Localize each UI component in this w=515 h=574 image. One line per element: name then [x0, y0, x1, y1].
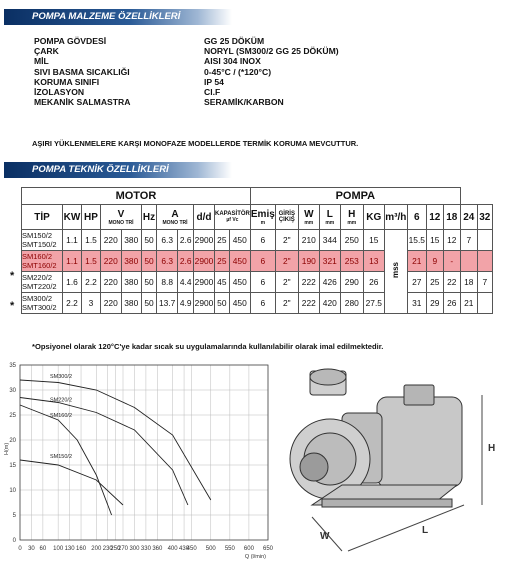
spec-cell-a1: 13.7	[157, 293, 178, 314]
spec-row	[22, 272, 493, 293]
spec-header-cell	[407, 205, 426, 230]
mss-label: mss	[391, 262, 401, 279]
spec-cell-v1: 220	[101, 272, 122, 293]
optional-note: *Opsiyonel olarak 120°C'ye kadar sıcak su uygulamalarında kullanılabilir olarak imal edilmektedir.	[32, 342, 384, 351]
spec-cell-c2: 450	[229, 251, 250, 272]
spec-cell-a1: 8.8	[157, 272, 178, 293]
spec-cell-kw: 2.2	[63, 293, 82, 314]
x-tick-label: 60	[39, 546, 47, 552]
series-line	[20, 405, 112, 515]
spec-cell-hz: 50	[142, 230, 157, 251]
material-key: SIVI BASMA SICAKLIĞI	[34, 66, 130, 77]
spec-header-label: W	[304, 208, 314, 220]
spec-cell-kw: 1.1	[63, 251, 82, 272]
spec-cell-tip: SM160/2 SMT160/2	[22, 251, 63, 272]
spec-header-label: A	[171, 208, 179, 220]
x-tick-label: 30	[28, 546, 35, 552]
spec-header-cell	[319, 205, 340, 230]
spec-cell-c1: 45	[215, 272, 230, 293]
spec-cell-gc: 2"	[275, 230, 298, 251]
x-tick-label: 300	[129, 546, 140, 552]
spec-cell-l: 420	[319, 293, 340, 314]
spec-header-cell	[477, 205, 492, 230]
spec-cell-q	[477, 230, 492, 251]
material-key: KORUMA SINIFI	[34, 76, 100, 87]
material-value: GG 25 DÖKÜM	[204, 36, 265, 46]
material-row	[34, 67, 464, 77]
spec-cell-hp: 1.5	[82, 251, 101, 272]
motor-header: MOTOR	[22, 188, 251, 205]
spec-header-cell	[194, 205, 215, 230]
spec-cell-l: 426	[319, 272, 340, 293]
y-tick-label: 20	[9, 438, 16, 444]
x-tick-label: 600	[243, 546, 254, 552]
spec-header-label: Hz	[142, 211, 156, 223]
x-tick-label: 200	[91, 546, 102, 552]
spec-cell-dd: 2900	[194, 293, 215, 314]
spec-header-cell	[363, 205, 384, 230]
material-row	[34, 36, 464, 46]
spec-cell-a1: 6.3	[157, 251, 178, 272]
pump-drawing	[282, 355, 512, 570]
x-tick-label: 270	[118, 546, 129, 552]
spec-header-cell	[157, 205, 194, 230]
x-tick-label: 550	[224, 546, 235, 552]
spec-cell-v2: 380	[121, 272, 142, 293]
spec-cell-hz: 50	[142, 272, 157, 293]
spec-cell-q: 12	[443, 230, 460, 251]
spec-cell-kw: 1.1	[63, 230, 82, 251]
material-value: 0-45°C / (*120°C)	[204, 66, 272, 77]
spec-cell-v1: 220	[101, 293, 122, 314]
spec-cell-emis: 6	[250, 293, 275, 314]
pompa-header: POMPA	[250, 188, 460, 205]
spec-cell-h: 250	[340, 230, 363, 251]
spec-header-cell	[22, 205, 63, 230]
series-line	[20, 398, 188, 506]
spec-header-cell	[340, 205, 363, 230]
spec-cell-gc: 2"	[275, 251, 298, 272]
spec-cell-tip: SM150/2 SMT150/2	[22, 230, 63, 251]
spec-cell-c1: 50	[215, 293, 230, 314]
spec-cell-h: 290	[340, 272, 363, 293]
spec-cell-c1: 25	[215, 230, 230, 251]
spec-header-label: V	[117, 208, 125, 220]
thermal-note: AŞIRI YÜKLENMELERE KARŞI MONOFAZE MODELLERDE TERMİK KORUMA MEVCUTTUR.	[32, 139, 359, 148]
x-tick-label: 500	[205, 546, 216, 552]
y-tick-label: 25	[9, 413, 16, 419]
spec-header-label: 18	[446, 211, 458, 223]
spec-cell-q	[460, 251, 477, 272]
spec-cell-dd: 2900	[194, 272, 215, 293]
spec-cell-q	[477, 251, 492, 272]
material-row	[34, 97, 464, 107]
material-key: MİL	[34, 56, 49, 67]
spec-cell-a2: 2.6	[178, 230, 194, 251]
spec-header-label: m³/h	[385, 211, 407, 223]
spec-cell-c2: 450	[229, 293, 250, 314]
material-key: POMPA GÖVDESİ	[34, 36, 107, 46]
spec-row	[22, 251, 493, 272]
spec-cell-a2: 2.6	[178, 251, 194, 272]
spec-header-cell	[142, 205, 157, 230]
spec-header-cell	[460, 205, 477, 230]
spec-cell-dd: 2900	[194, 230, 215, 251]
spec-cell-q: 21	[407, 251, 426, 272]
spec-subheader: MONO TRİ	[162, 219, 188, 226]
y-axis-label: H(m)	[4, 442, 10, 455]
y-tick-label: 30	[9, 388, 16, 394]
spec-cell-w: 210	[298, 230, 319, 251]
spec-subheader: mm	[304, 219, 314, 226]
spec-cell-emis: 6	[250, 251, 275, 272]
spec-cell-w: 222	[298, 272, 319, 293]
spec-header-cell	[82, 205, 101, 230]
spec-header-label: TİP	[34, 211, 50, 223]
mss-cell	[384, 230, 407, 314]
spec-cell-v2: 380	[121, 230, 142, 251]
spec-cell-v1: 220	[101, 251, 122, 272]
material-row	[34, 46, 464, 56]
spec-cell-hp: 1.5	[82, 230, 101, 251]
spec-cell-hp: 2.2	[82, 272, 101, 293]
spec-cell-kg: 27.5	[363, 293, 384, 314]
spec-cell-c2: 450	[229, 230, 250, 251]
spec-cell-q: 15.5	[407, 230, 426, 251]
spec-header-label: 24	[463, 211, 475, 223]
spec-subheader: m	[260, 219, 266, 226]
spec-cell-q: 29	[426, 293, 443, 314]
spec-cell-w: 190	[298, 251, 319, 272]
material-value: SERAMİK/KARBON	[204, 97, 284, 108]
spec-cell-tip: SM300/2 SMT300/2	[22, 293, 63, 314]
spec-cell-q: 18	[460, 272, 477, 293]
asterisk-2: *	[10, 300, 15, 312]
material-value: Cl.F	[204, 87, 221, 98]
spec-header-cell	[443, 205, 460, 230]
series-label: SM220/2	[50, 397, 73, 404]
spec-row	[22, 230, 493, 251]
x-tick-label: 400	[167, 546, 178, 552]
spec-header-label: H	[348, 208, 356, 220]
y-tick-label: 35	[9, 363, 16, 369]
spec-cell-q	[477, 293, 492, 314]
dim-h: H	[488, 443, 496, 454]
material-value: AISI 304 INOX	[204, 56, 261, 67]
spec-cell-emis: 6	[250, 230, 275, 251]
y-tick-label: 5	[12, 513, 16, 519]
x-tick-label: 330	[140, 546, 151, 552]
spec-cell-v1: 220	[101, 230, 122, 251]
spec-header-label: 32	[479, 211, 491, 223]
spec-header-label: Emiş	[250, 208, 275, 220]
spec-cell-emis: 6	[250, 272, 275, 293]
spec-header-cell	[298, 205, 319, 230]
x-tick-label: 0	[18, 546, 22, 552]
spec-cell-c1: 25	[215, 251, 230, 272]
spec-header-cell	[384, 205, 407, 230]
x-tick-label: 360	[152, 546, 163, 552]
spec-header-cell	[426, 205, 443, 230]
spec-cell-kg: 26	[363, 272, 384, 293]
x-tick-label: 130	[64, 546, 75, 552]
material-banner	[4, 9, 232, 25]
spec-header-label: 6	[414, 211, 420, 223]
x-tick-label: 250	[110, 546, 121, 552]
spec-cell-q: 27	[407, 272, 426, 293]
asterisk-1: *	[10, 270, 15, 282]
spec-header-cell	[63, 205, 82, 230]
spec-cell-q: 21	[460, 293, 477, 314]
spec-header-label: L	[326, 208, 333, 220]
tech-banner	[4, 162, 232, 178]
y-tick-label: 0	[12, 538, 16, 544]
spec-header-cell	[250, 205, 275, 230]
material-value: IP 54	[204, 76, 224, 87]
tech-title: POMPA TEKNİK ÖZELLİKLERİ	[32, 164, 169, 175]
dim-l: L	[422, 525, 429, 536]
spec-table	[21, 187, 493, 314]
spec-header-cell	[101, 205, 142, 230]
spec-cell-a1: 6.3	[157, 230, 178, 251]
spec-cell-l: 344	[319, 230, 340, 251]
spec-header-label: GİRİŞ ÇIKIŞ	[278, 211, 295, 223]
spec-cell-q: 15	[426, 230, 443, 251]
y-tick-label: 10	[9, 488, 16, 494]
spec-header-label: KG	[366, 211, 382, 223]
spec-cell-q: 9	[426, 251, 443, 272]
material-row	[34, 77, 464, 87]
spec-cell-c2: 450	[229, 272, 250, 293]
spec-cell-h: 253	[340, 251, 363, 272]
material-row	[34, 56, 464, 66]
spec-cell-gc: 2"	[275, 272, 298, 293]
spec-cell-gc: 2"	[275, 293, 298, 314]
spec-cell-hz: 50	[142, 293, 157, 314]
dim-w: W	[320, 531, 330, 542]
spec-subheader: mm	[325, 219, 335, 226]
x-tick-label: 230	[102, 546, 113, 552]
spec-cell-l: 321	[319, 251, 340, 272]
spec-cell-q: 25	[426, 272, 443, 293]
spec-header-label: KW	[63, 211, 81, 223]
material-value: NORYL (SM300/2 GG 25 DÖKÜM)	[204, 46, 339, 57]
spec-header-label: d/d	[196, 211, 212, 223]
spec-cell-a2: 4.9	[178, 293, 194, 314]
material-title: POMPA MALZEME ÖZELLİKLERİ	[32, 11, 181, 22]
series-label: SM300/2	[50, 374, 73, 380]
performance-chart	[0, 355, 280, 574]
spec-cell-q: -	[443, 251, 460, 272]
x-tick-label: 430	[179, 546, 190, 552]
spec-subheader: µf Vc	[226, 217, 239, 223]
material-key: İZOLASYON	[34, 87, 85, 98]
material-key: ÇARK	[34, 46, 59, 57]
x-axis-label: Q (l/min)	[244, 554, 266, 560]
material-row	[34, 87, 464, 97]
spec-header-cell	[215, 205, 251, 230]
material-list	[34, 36, 464, 107]
spec-header-label: 12	[429, 211, 441, 223]
spec-cell-q: 7	[477, 272, 492, 293]
spec-cell-w: 222	[298, 293, 319, 314]
spec-cell-tip: SM220/2 SMT220/2	[22, 272, 63, 293]
x-tick-label: 100	[53, 546, 64, 552]
spec-cell-q: 31	[407, 293, 426, 314]
x-tick-label: 160	[76, 546, 87, 552]
spec-cell-hz: 50	[142, 251, 157, 272]
spec-cell-v2: 380	[121, 251, 142, 272]
spec-cell-hp: 3	[82, 293, 101, 314]
spec-cell-dd: 2900	[194, 251, 215, 272]
series-label: SM160/2	[50, 413, 73, 419]
spec-header-label: KAPASİTÖR	[215, 211, 250, 217]
spec-cell-a2: 4.4	[178, 272, 194, 293]
spec-cell-h: 280	[340, 293, 363, 314]
series-label: SM150/2	[50, 454, 73, 460]
spec-row	[22, 293, 493, 314]
spec-subheader: MONO TRİ	[108, 219, 134, 226]
spec-cell-q: 26	[443, 293, 460, 314]
spec-header-label: HP	[84, 211, 98, 223]
x-tick-label: 650	[262, 546, 274, 552]
x-tick-label: 450	[186, 546, 197, 552]
spec-header-cell	[275, 205, 298, 230]
spec-subheader: mm	[347, 219, 357, 226]
spec-cell-kg: 13	[363, 251, 384, 272]
y-tick-label: 15	[9, 463, 16, 469]
spec-cell-q: 22	[443, 272, 460, 293]
spec-cell-kw: 1.6	[63, 272, 82, 293]
plot-frame	[20, 365, 268, 540]
material-key: MEKANİK SALMASTRA	[34, 97, 131, 108]
spec-cell-kg: 15	[363, 230, 384, 251]
spec-cell-v2: 380	[121, 293, 142, 314]
spec-cell-q: 7	[460, 230, 477, 251]
